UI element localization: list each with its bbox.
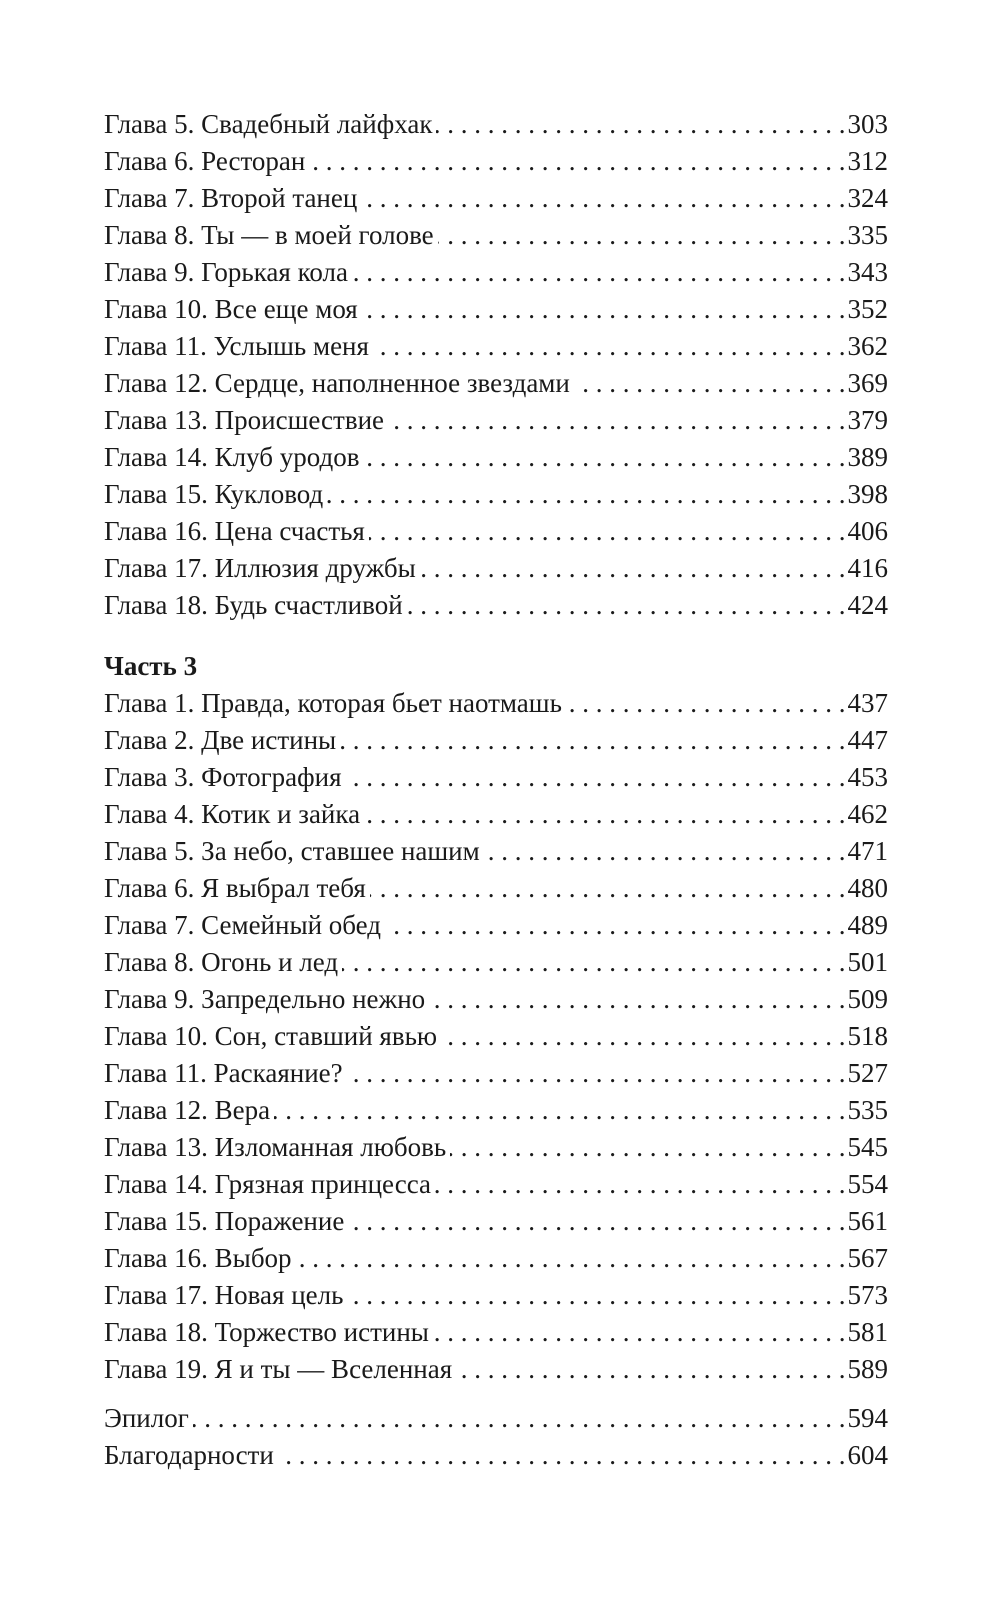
toc-entry xyxy=(104,1166,888,1203)
toc-leader-dots xyxy=(436,106,845,143)
toc-leader-dots xyxy=(420,550,846,587)
toc-entry-title: Глава 18. Будь счастливой xyxy=(104,590,403,620)
toc-entry-title: Глава 8. Ты — в моей голове xyxy=(104,220,434,250)
toc-entry xyxy=(104,513,888,550)
toc-entry-title: Глава 6. Я выбрал тебя xyxy=(104,873,366,903)
toc-entry-title: Глава 6. Ресторан xyxy=(104,146,306,176)
toc-entry-title: Глава 1. Правда, которая бьет наотмашь xyxy=(104,688,562,718)
toc-entry-title: Глава 7. Семейный обед xyxy=(104,910,382,940)
toc-entry xyxy=(104,1055,888,1092)
toc-entry-title: Глава 13. Изломанная любовь xyxy=(104,1132,447,1162)
toc-entry-title: Глава 2. Две истины xyxy=(104,725,337,755)
toc-entry xyxy=(104,106,888,143)
toc-leader-dots xyxy=(193,1400,846,1437)
toc-entry xyxy=(104,759,888,796)
toc-entry-title: Глава 7. Второй танец xyxy=(104,183,358,213)
toc-leader-dots xyxy=(296,1240,846,1277)
toc-entry-page-number: 518 xyxy=(847,1021,888,1051)
toc-leader-dots xyxy=(278,1437,846,1474)
toc-entry xyxy=(104,402,888,439)
toc-entry xyxy=(104,1092,888,1129)
toc-entry-page-number: 480 xyxy=(847,873,888,903)
toc-entry xyxy=(104,1203,888,1240)
toc-leader-dots xyxy=(327,476,845,513)
toc-entry xyxy=(104,328,888,365)
toc-leader-dots xyxy=(309,143,845,180)
toc-entry xyxy=(104,1400,888,1437)
toc-entry-title: Глава 16. Выбор xyxy=(104,1243,292,1273)
toc-entry-title: Глава 19. Я и ты — Вселенная xyxy=(104,1354,453,1384)
toc-entry-page-number: 424 xyxy=(847,590,888,620)
toc-entry-title: Глава 14. Клуб уродов xyxy=(104,442,360,472)
toc-entry xyxy=(104,833,888,870)
table-of-contents xyxy=(104,106,888,1474)
toc-entry-title: Глава 15. Поражение xyxy=(104,1206,345,1236)
part-heading: Часть 3 xyxy=(104,651,198,681)
toc-entry-title: Глава 11. Услышь меня xyxy=(104,331,369,361)
toc-leader-dots xyxy=(340,722,845,759)
toc-leader-dots xyxy=(364,796,845,833)
toc-leader-dots xyxy=(484,833,846,870)
toc-entry-page-number: 554 xyxy=(847,1169,888,1199)
toc-entry-page-number: 535 xyxy=(847,1095,888,1125)
toc-leader-dots xyxy=(429,981,845,1018)
toc-entry xyxy=(104,907,888,944)
toc-leader-dots xyxy=(362,291,846,328)
toc-entry-page-number: 509 xyxy=(847,984,888,1014)
toc-entry xyxy=(104,1018,888,1055)
toc-entry xyxy=(104,180,888,217)
toc-leader-dots xyxy=(456,1351,845,1388)
toc-entry-page-number: 352 xyxy=(847,294,888,324)
toc-leader-dots xyxy=(348,1203,845,1240)
toc-entry-page-number: 453 xyxy=(847,762,888,792)
toc-leader-dots xyxy=(438,217,846,254)
toc-leader-dots xyxy=(352,254,846,291)
toc-entry-title: Глава 3. Фотография xyxy=(104,762,342,792)
toc-entry-title: Благодарности xyxy=(104,1440,274,1470)
toc-entry-title: Глава 10. Сон, ставший явью xyxy=(104,1021,438,1051)
toc-entry-page-number: 324 xyxy=(847,183,888,213)
toc-entry xyxy=(104,550,888,587)
toc-entry xyxy=(104,870,888,907)
toc-entry xyxy=(104,1351,888,1388)
toc-entry-page-number: 527 xyxy=(847,1058,888,1088)
section-divider-space xyxy=(104,1388,888,1400)
toc-entry xyxy=(104,143,888,180)
toc-entry-page-number: 447 xyxy=(847,725,888,755)
toc-entry-page-number: 343 xyxy=(847,257,888,287)
toc-entry-title: Глава 4. Котик и зайка xyxy=(104,799,361,829)
toc-entry xyxy=(104,217,888,254)
toc-entry-page-number: 437 xyxy=(847,688,888,718)
toc-entry-title: Глава 13. Происшествие xyxy=(104,405,385,435)
toc-entry xyxy=(104,1277,888,1314)
toc-entry-title: Глава 5. Свадебный лайфхак xyxy=(104,109,433,139)
toc-entry-page-number: 335 xyxy=(847,220,888,250)
toc-leader-dots xyxy=(342,944,845,981)
toc-entry-title: Глава 9. Горькая кола xyxy=(104,257,348,287)
toc-entry-title: Глава 5. За небо, ставшее нашим xyxy=(104,836,480,866)
toc-entry xyxy=(104,1240,888,1277)
toc-entry xyxy=(104,1314,888,1351)
toc-leader-dots xyxy=(433,1314,846,1351)
toc-entry-page-number: 589 xyxy=(847,1354,888,1384)
toc-entry-title: Глава 16. Цена счастья xyxy=(104,516,365,546)
toc-entry-page-number: 604 xyxy=(847,1440,888,1470)
toc-leader-dots xyxy=(274,1092,845,1129)
toc-entry-title: Глава 11. Раскаяние? xyxy=(104,1058,343,1088)
toc-entry-page-number: 581 xyxy=(847,1317,888,1347)
toc-entry-page-number: 501 xyxy=(847,947,888,977)
toc-entry-page-number: 362 xyxy=(847,331,888,361)
toc-leader-dots xyxy=(385,907,845,944)
toc-entry-page-number: 416 xyxy=(847,553,888,583)
toc-entry-title: Глава 15. Кукловод xyxy=(104,479,324,509)
toc-entry-page-number: 398 xyxy=(847,479,888,509)
toc-entry-page-number: 389 xyxy=(847,442,888,472)
toc-leader-dots xyxy=(407,587,846,624)
toc-entry xyxy=(104,1129,888,1166)
toc-entry-title: Глава 9. Запредельно нежно xyxy=(104,984,426,1014)
toc-entry xyxy=(104,439,888,476)
toc-entry-page-number: 312 xyxy=(847,146,888,176)
toc-entry xyxy=(104,944,888,981)
toc-leader-dots xyxy=(347,1055,846,1092)
toc-leader-dots xyxy=(369,513,846,550)
toc-entry xyxy=(104,476,888,513)
toc-entry-title: Глава 17. Новая цель xyxy=(104,1280,344,1310)
toc-leader-dots xyxy=(441,1018,845,1055)
toc-entry-title: Глава 8. Огонь и лед xyxy=(104,947,339,977)
toc-entry-title: Глава 14. Грязная принцесса xyxy=(104,1169,431,1199)
toc-entry xyxy=(104,981,888,1018)
toc-leader-dots xyxy=(566,685,846,722)
toc-entry-page-number: 567 xyxy=(847,1243,888,1273)
toc-entry-title: Глава 18. Торжество истины xyxy=(104,1317,429,1347)
toc-leader-dots xyxy=(347,1277,845,1314)
toc-entry-page-number: 545 xyxy=(847,1132,888,1162)
toc-entry-page-number: 471 xyxy=(847,836,888,866)
toc-leader-dots xyxy=(435,1166,846,1203)
toc-entry xyxy=(104,587,888,624)
toc-entry-page-number: 594 xyxy=(847,1403,888,1433)
toc-entry-title: Эпилог xyxy=(104,1403,189,1433)
toc-entry-page-number: 561 xyxy=(847,1206,888,1236)
toc-entry-page-number: 406 xyxy=(847,516,888,546)
toc-leader-dots xyxy=(370,870,846,907)
part3-chapter-list xyxy=(104,685,888,1388)
part2-chapter-list xyxy=(104,106,888,624)
toc-entry xyxy=(104,254,888,291)
toc-leader-dots xyxy=(450,1129,845,1166)
back-matter-list xyxy=(104,1400,888,1474)
toc-leader-dots xyxy=(373,328,846,365)
toc-entry-page-number: 462 xyxy=(847,799,888,829)
toc-entry-page-number: 303 xyxy=(847,109,888,139)
toc-leader-dots xyxy=(346,759,846,796)
toc-leader-dots xyxy=(388,402,845,439)
toc-entry-page-number: 379 xyxy=(847,405,888,435)
toc-entry xyxy=(104,365,888,402)
toc-entry xyxy=(104,1437,888,1474)
toc-entry-title: Глава 17. Иллюзия дружбы xyxy=(104,553,416,583)
toc-entry xyxy=(104,722,888,759)
toc-leader-dots xyxy=(361,180,845,217)
toc-entry xyxy=(104,685,888,722)
toc-leader-dots xyxy=(574,365,846,402)
toc-entry-page-number: 369 xyxy=(847,368,888,398)
toc-entry-title: Глава 12. Вера xyxy=(104,1095,271,1125)
toc-entry-page-number: 489 xyxy=(847,910,888,940)
toc-entry-title: Глава 10. Все еще моя xyxy=(104,294,358,324)
toc-entry xyxy=(104,796,888,833)
toc-entry-title: Глава 12. Сердце, наполненное звездами xyxy=(104,368,570,398)
toc-entry-page-number: 573 xyxy=(847,1280,888,1310)
toc-leader-dots xyxy=(364,439,846,476)
toc-entry xyxy=(104,291,888,328)
